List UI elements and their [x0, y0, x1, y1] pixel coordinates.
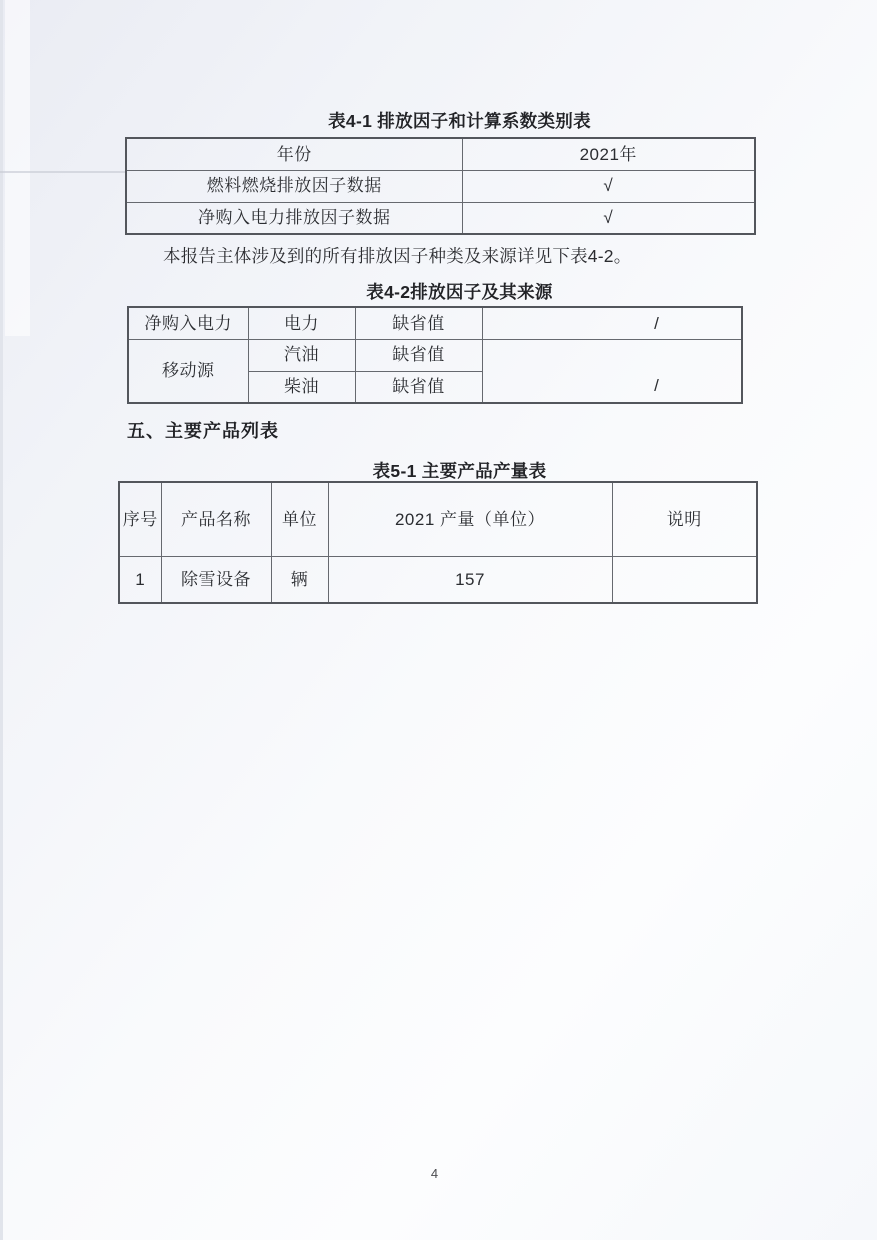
- table-row: [126, 202, 755, 234]
- table-cell: 缺省值: [355, 339, 482, 371]
- table-row: [128, 307, 742, 339]
- body-paragraph: 本报告主体涉及到的所有排放因子种类及来源详见下表4-2。: [163, 246, 632, 266]
- table-cell: 缺省值: [355, 307, 482, 339]
- table-cell: 汽油: [248, 339, 355, 371]
- checkmark-cell: √: [462, 202, 755, 234]
- column-header: 2021 产量（单位）: [328, 482, 612, 556]
- table-row: [128, 339, 742, 371]
- table-cell: 缺省值: [355, 371, 482, 403]
- table-cell: 年份: [126, 138, 462, 170]
- table-cell: 1: [119, 556, 161, 603]
- table-cell: 157: [328, 556, 612, 603]
- slash-cell: /: [482, 339, 742, 403]
- page-number: 4: [430, 1166, 439, 1181]
- table-cell: 净购入电力: [128, 307, 248, 339]
- table-row: [126, 170, 755, 202]
- column-header: 产品名称: [161, 482, 271, 556]
- scan-line-artifact: [0, 171, 125, 173]
- column-header: 单位: [271, 482, 328, 556]
- table-5-1: [118, 481, 758, 604]
- table-cell: 2021年: [462, 138, 755, 170]
- column-header: 说明: [612, 482, 757, 556]
- table-5-1-title: 表5-1 主要产品产量表: [372, 461, 547, 481]
- section-heading: 五、主要产品列表: [127, 421, 279, 441]
- table-cell: 电力: [248, 307, 355, 339]
- table-4-1-title: 表4-1 排放因子和计算系数类别表: [328, 111, 591, 131]
- scan-edge-artifact: [0, 0, 3, 1240]
- column-header: 序号: [119, 482, 161, 556]
- slash-cell: /: [482, 307, 742, 339]
- table-4-2-title: 表4-2排放因子及其来源: [366, 282, 553, 302]
- table-cell: 除雪设备: [161, 556, 271, 603]
- table-4-2: [127, 306, 743, 404]
- table-cell: 柴油: [248, 371, 355, 403]
- table-row: [119, 556, 757, 603]
- checkmark-cell: √: [462, 170, 755, 202]
- table-row: [126, 138, 755, 170]
- table-cell: 移动源: [128, 339, 248, 403]
- table-cell: [612, 556, 757, 603]
- table-header-row: [119, 482, 757, 556]
- table-cell: 燃料燃烧排放因子数据: [126, 170, 462, 202]
- table-cell: 净购入电力排放因子数据: [126, 202, 462, 234]
- table-4-1: [125, 137, 756, 235]
- table-cell: 辆: [271, 556, 328, 603]
